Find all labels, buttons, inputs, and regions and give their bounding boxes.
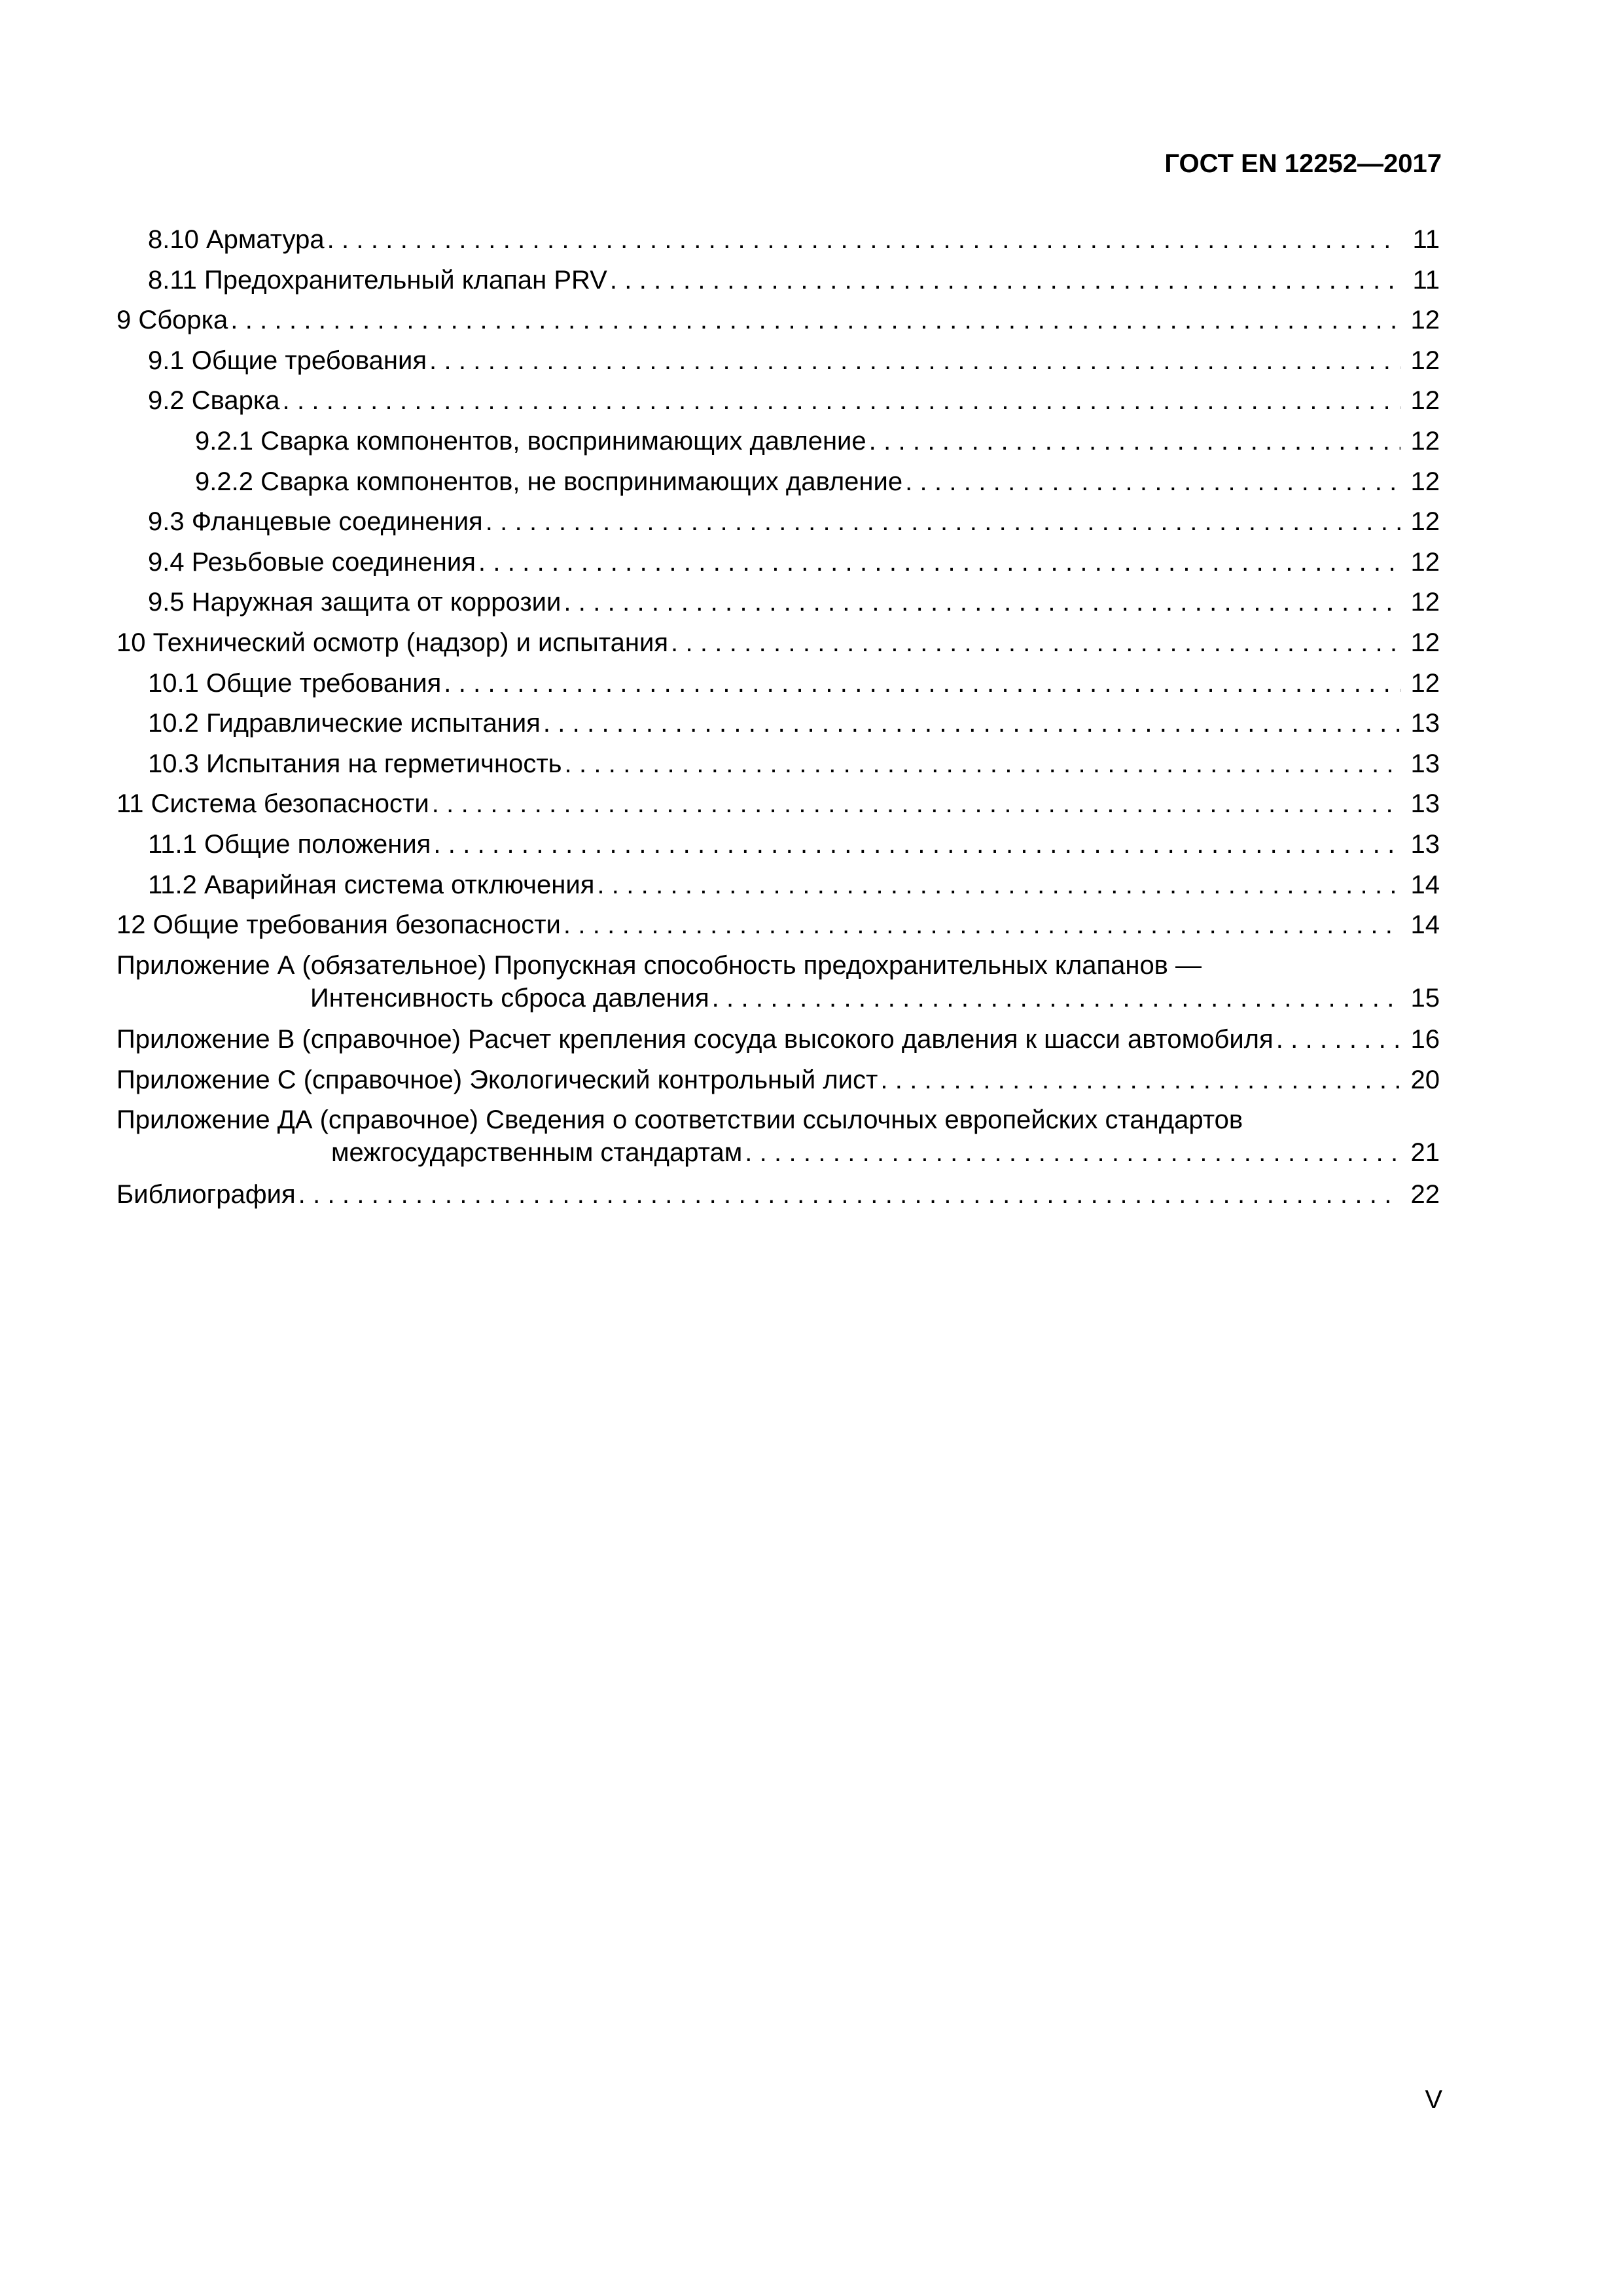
toc-entry-title: 9 Сборка (116, 306, 228, 335)
page-number: V (1425, 2085, 1442, 2114)
toc-entry[interactable] (116, 344, 1440, 384)
dot-leader (543, 706, 1400, 740)
toc-entry-page: 13 (1410, 789, 1440, 819)
toc-entry-page: 20 (1410, 1065, 1440, 1094)
toc-entry-page: 14 (1410, 910, 1440, 940)
toc-entry[interactable] (116, 706, 1440, 747)
toc-entry-title: 9.4 Резьбовые соединения (148, 547, 476, 577)
dot-leader (327, 223, 1400, 257)
toc-entry[interactable] (116, 585, 1440, 626)
toc-entry-page: 21 (1410, 1138, 1440, 1168)
toc-entry-page: 11 (1412, 225, 1440, 254)
toc-entry-title: 8.11 Предохранительный клапан PRV (148, 265, 607, 295)
dot-leader (432, 787, 1400, 821)
toc-entry-title: Приложение В (справочное) Расчет крепления сосуда высокого давления к шасси автомобиля (116, 1025, 1274, 1054)
toc-entry-title: 10.2 Гидравлические испытания (148, 709, 541, 738)
toc-entry-page: 13 (1410, 709, 1440, 738)
dot-leader (563, 585, 1400, 619)
toc-entry-title: Приложение А (обязательное) Пропускная способность предохранительных клапанов — (116, 950, 1202, 980)
toc-entry-page: 13 (1410, 829, 1440, 859)
toc-entry[interactable] (116, 948, 1440, 1023)
toc-entry-title: Приложение ДА (справочное) Сведения о соответствии ссылочных европейских стандартов (116, 1105, 1243, 1135)
dot-leader (1276, 1022, 1400, 1056)
dot-leader (671, 626, 1400, 660)
dot-leader (230, 303, 1400, 337)
toc-entry-page: 11 (1412, 265, 1440, 295)
toc-entry-title: 9.1 Общие требования (148, 346, 427, 375)
dot-leader (869, 424, 1400, 458)
toc-entry[interactable] (116, 505, 1440, 545)
toc-entry-title: 9.2.1 Сварка компонентов, воспринимающих давление (195, 426, 866, 456)
toc-entry-page: 22 (1410, 1180, 1440, 1210)
dot-leader (563, 908, 1400, 942)
toc-entry-title: 8.10 Арматура (148, 225, 325, 254)
toc-entry-title: 11.2 Аварийная система отключения (148, 870, 595, 899)
toc-entry-page: 12 (1410, 547, 1440, 577)
dot-leader (712, 981, 1400, 1015)
dot-leader (433, 827, 1400, 861)
toc-entry-page: 12 (1410, 306, 1440, 335)
dot-leader (905, 465, 1400, 499)
dot-leader (478, 545, 1400, 579)
dot-leader (444, 666, 1400, 700)
toc-entry[interactable] (116, 868, 1440, 908)
dot-leader (486, 505, 1400, 539)
table-of-contents (116, 223, 1440, 1218)
toc-entry-page: 12 (1410, 467, 1440, 496)
dot-leader (298, 1177, 1400, 1211)
toc-entry-page: 12 (1410, 668, 1440, 698)
toc-entry-title: Библиография (116, 1180, 296, 1210)
toc-entry[interactable] (116, 465, 1440, 505)
dot-leader (429, 344, 1400, 378)
toc-entry[interactable] (116, 1022, 1440, 1063)
toc-entry-title: 9.3 Фланцевые соединения (148, 507, 483, 537)
toc-entry[interactable] (116, 545, 1440, 586)
toc-entry-page: 12 (1410, 507, 1440, 537)
toc-entry[interactable] (116, 787, 1440, 827)
toc-entry[interactable] (116, 626, 1440, 666)
dot-leader (610, 263, 1400, 297)
toc-entry-page: 16 (1410, 1025, 1440, 1054)
toc-entry-page: 12 (1410, 628, 1440, 657)
toc-entry-page: 15 (1410, 983, 1440, 1013)
toc-entry[interactable] (116, 1063, 1440, 1103)
toc-entry-title: 10.3 Испытания на герметичность (148, 749, 562, 778)
toc-entry-page: 12 (1410, 588, 1440, 617)
toc-entry-title-continued: Интенсивность сброса давления (310, 983, 709, 1013)
toc-entry[interactable] (116, 384, 1440, 424)
dot-leader (565, 747, 1400, 781)
dot-leader (283, 384, 1400, 418)
toc-entry-title: 9.2.2 Сварка компонентов, не воспринимающих давление (195, 467, 903, 496)
toc-entry-title: 11 Система безопасности (116, 789, 429, 819)
dot-leader (880, 1063, 1400, 1097)
toc-entry-title: 12 Общие требования безопасности (116, 910, 561, 940)
toc-entry-title: 9.5 Наружная защита от коррозии (148, 588, 562, 617)
toc-entry-page: 12 (1410, 426, 1440, 456)
toc-entry[interactable] (116, 424, 1440, 465)
toc-entry[interactable] (116, 747, 1440, 787)
toc-entry-page: 12 (1410, 346, 1440, 375)
dot-leader (597, 868, 1400, 902)
toc-entry-title: 11.1 Общие положения (148, 829, 431, 859)
toc-entry[interactable] (116, 1103, 1440, 1177)
toc-entry-title: Приложение С (справочное) Экологический контрольный лист (116, 1065, 878, 1094)
toc-entry-title: 10 Технический осмотр (надзор) и испытания (116, 628, 669, 657)
toc-entry[interactable] (116, 1177, 1440, 1218)
toc-entry[interactable] (116, 263, 1440, 304)
toc-entry[interactable] (116, 303, 1440, 344)
toc-entry-page: 13 (1410, 749, 1440, 778)
toc-entry[interactable] (116, 908, 1440, 948)
toc-entry-title-continued: межгосударственным стандартам (331, 1138, 743, 1168)
toc-entry[interactable] (116, 223, 1440, 263)
toc-entry[interactable] (116, 827, 1440, 868)
toc-entry-title: 9.2 Сварка (148, 386, 280, 416)
dot-leader (745, 1136, 1400, 1170)
document-code-header: ГОСТ EN 12252—2017 (1164, 149, 1442, 178)
toc-entry-title: 10.1 Общие требования (148, 668, 442, 698)
toc-entry-page: 14 (1410, 870, 1440, 899)
toc-entry[interactable] (116, 666, 1440, 707)
toc-entry-page: 12 (1410, 386, 1440, 416)
